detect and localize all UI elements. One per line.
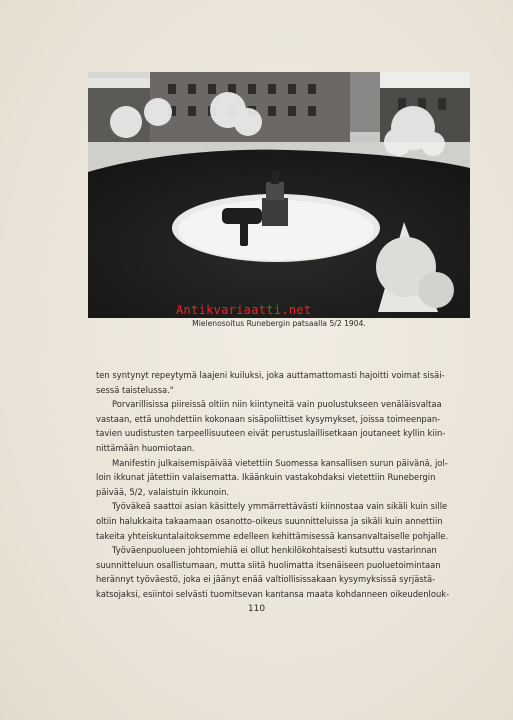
text-line: katsojaksi, esiintoi selvästi tuomitsevan kantansa maata kohdanneen oikeudenlouk- [96,588,450,599]
text-line: takeita yhteiskuntalaitoksemme edelleen kehittämisessä kansanvaltaiselle pohjalle. [96,530,449,541]
page-number: 110 [247,604,266,614]
text-line: suunnitteluun osallistumaan, mutta siitä huolimatta itsenäiseen puoluetoimintaan [96,559,441,570]
text-line: Työväenpuolueen johtomiehiä ei ollut henkilökohtaisesti kutsuttu vastarinnan [112,545,437,556]
photograph-demonstration [88,72,470,318]
photo-caption: Mielenosoitus Runebergin patsaalla 5/2 1904. [192,319,366,328]
body-text [96,368,452,602]
text-line: tavien uudistusten tarpeellisuuteen eivät perustuslaillisetkaan joutaneet kyllin kiin- [96,428,446,439]
text-line: oltiin halukkaita takaamaan osanotto-oikeus suunnitteluissa ja sikäli kuin annettiin [96,515,443,526]
text-line: loin ikkunat jätettiin valaisematta. Ikäänkuin vastakohdaksi vietettiin Runebergin [96,472,436,483]
text-line: sessä taistelussa." [96,384,174,395]
text-line: Porvarillisissa piireissä oltiin niin kiintyneitä vain puolustukseen venäläisvaltaa [112,399,442,410]
watermark-text: Antikvariaatti.net [176,303,312,317]
text-line: nittämään huomiotaan. [96,442,195,453]
text-line: ten syntynyt repeytymä laajeni kuiluksi, joka auttamattomasti hajoitti voimat sisäi- [96,370,445,380]
photo-illustration [88,72,470,318]
text-line: Työväkeä saattoi asian käsittely ymmärrettävästi kiinnostaa vain sikäli kuin sille [112,501,448,512]
text-line: päivää, 5/2, valaistuin ikkunoin. [96,486,230,497]
text-line: herännyt työväestö, joka ei jäänyt enää valtiollisissakaan kysymyksissä syrjästä- [96,574,436,585]
text-line: Manifestin julkaisemispäivää vietettiin Suomessa kansallisen surun päivänä, jol- [112,457,448,468]
text-line: vastaan, että unohdettiin kokonaan sisäpoliittiset kysymykset, joissa toimeenpan- [96,413,441,424]
